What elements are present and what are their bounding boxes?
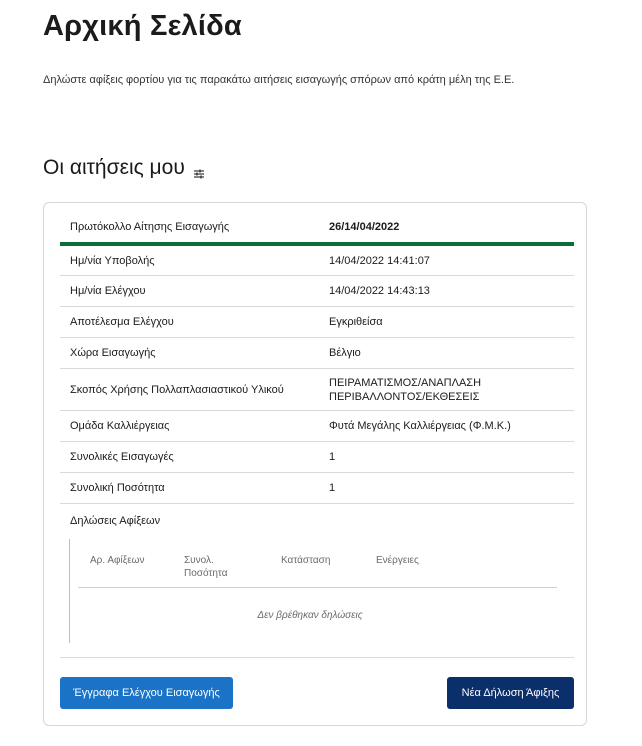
new-arrival-declaration-button[interactable]: Νέα Δήλωση Άφιξης: [447, 677, 574, 709]
arrivals-section-label-row: [60, 506, 574, 536]
detail-row-check-date: [60, 276, 574, 307]
detail-label: Πρωτόκολλο Αίτησης Εισαγωγής: [70, 220, 230, 233]
import-check-documents-button[interactable]: Έγγραφα Ελέγχου Εισαγωγής: [60, 677, 233, 709]
detail-row-submission-date: [60, 246, 574, 276]
detail-label: Αποτέλεσμα Ελέγχου: [70, 316, 174, 328]
detail-value: ΠΕΙΡΑΜΑΤΙΣΜΟΣ/ΑΝΑΠΛΑΣΗ ΠΕΡΙΒΑΛΛΟΝΤΟΣ/ΕΚΘΕΣΕΙΣ: [329, 376, 482, 403]
detail-label: Συνολικές Εισαγωγές: [70, 451, 174, 463]
detail-row-total-quantity: [60, 473, 574, 504]
column-header-arrivals-number: Αρ. Αφίξεων: [90, 555, 145, 566]
arrivals-table: [69, 539, 558, 643]
detail-value: 14/04/2022 14:41:07: [329, 254, 430, 267]
detail-value: 14/04/2022 14:43:13: [329, 285, 430, 297]
detail-value: 26/14/04/2022: [329, 220, 400, 233]
column-header-total-quantity: Συνολ. Ποσότητα: [184, 555, 228, 579]
detail-label: Χώρα Εισαγωγής: [70, 347, 156, 359]
detail-row-total-imports: [60, 442, 574, 473]
section-title-label: Οι αιτήσεις μου: [43, 156, 185, 179]
page-intro-text: Δηλώστε αφίξεις φορτίου για τις παρακάτω αιτήσεις εισαγωγής σπόρων από κράτη μέλη της Ε.Ε.: [43, 74, 515, 86]
detail-label: Συνολική Ποσότητα: [70, 482, 165, 494]
column-header-actions: Ενέργειες: [376, 555, 419, 566]
detail-row-check-result: [60, 307, 574, 338]
detail-row-usage-purpose: [60, 369, 574, 411]
detail-value: Εγκριθείσα: [329, 316, 383, 328]
detail-value: 1: [329, 482, 336, 494]
detail-value: Βέλγιο: [329, 347, 361, 359]
empty-table-message: Δεν βρέθηκαν δηλώσεις: [257, 610, 363, 621]
section-title: [43, 156, 205, 180]
detail-value: Φυτά Μεγάλης Καλλιέργειας (Φ.Μ.Κ.): [329, 420, 511, 432]
detail-row-import-country: [60, 338, 574, 369]
detail-label: Ημ/νία Υποβολής: [70, 254, 155, 267]
card-divider: [60, 657, 574, 658]
table-header-divider: [78, 587, 557, 588]
filter-sliders-icon[interactable]: [193, 162, 205, 174]
detail-label: Ημ/νία Ελέγχου: [70, 285, 146, 297]
arrivals-section-label: Δηλώσεις Αφίξεων: [70, 515, 161, 527]
detail-row-crop-group: [60, 411, 574, 442]
column-header-status: Κατάσταση: [281, 555, 331, 566]
detail-label: Ομάδα Καλλιέργειας: [70, 420, 170, 432]
application-card: [43, 202, 587, 726]
detail-label: Σκοπός Χρήσης Πολλαπλασιαστικού Υλικού: [70, 383, 284, 396]
page-title: Αρχική Σελίδα: [43, 10, 242, 42]
detail-value: 1: [329, 451, 336, 463]
detail-row-protocol: [60, 211, 574, 246]
